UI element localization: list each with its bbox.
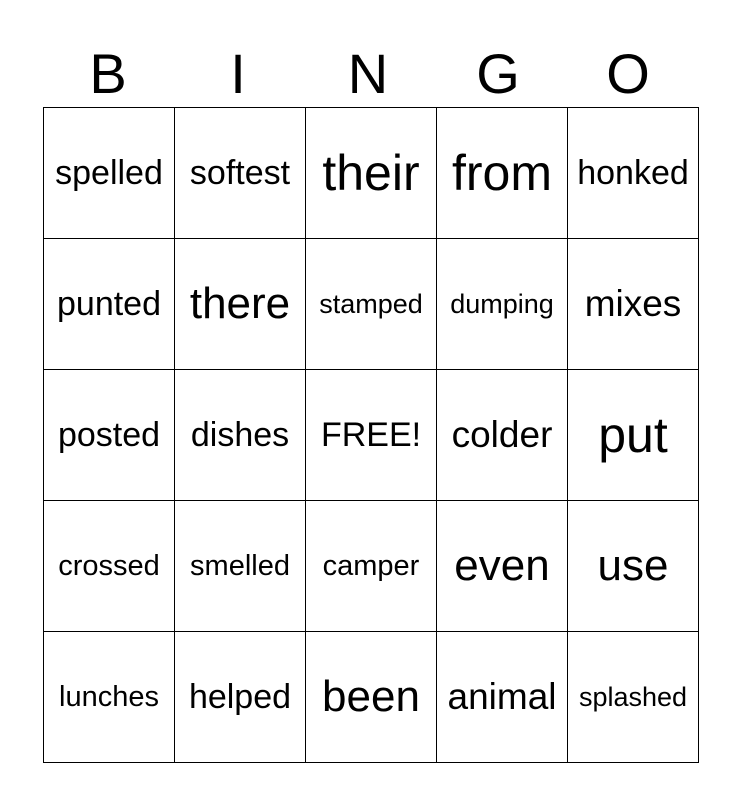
bingo-cell[interactable]: animal [437, 632, 568, 763]
header-letter-i: I [230, 42, 246, 105]
bingo-cell[interactable]: there [175, 239, 306, 370]
bingo-cell[interactable]: dishes [175, 370, 306, 501]
bingo-cell[interactable]: honked [568, 108, 699, 239]
bingo-cell[interactable]: their [306, 108, 437, 239]
header-letter-g: G [476, 42, 520, 105]
bingo-cell[interactable]: dumping [437, 239, 568, 370]
bingo-cell[interactable]: crossed [44, 501, 175, 632]
board-row [44, 108, 699, 239]
bingo-cell[interactable]: camper [306, 501, 437, 632]
board-row [44, 501, 699, 632]
bingo-cell[interactable]: helped [175, 632, 306, 763]
board-row [44, 632, 699, 763]
bingo-cell[interactable]: smelled [175, 501, 306, 632]
bingo-cell[interactable]: splashed [568, 632, 699, 763]
header-letter-n: N [347, 42, 389, 105]
free-space-cell[interactable]: FREE! [306, 370, 437, 501]
header-letter-b: B [89, 42, 127, 105]
board-row [44, 239, 699, 370]
bingo-cell[interactable]: mixes [568, 239, 699, 370]
board-row [44, 370, 699, 501]
bingo-cell[interactable]: posted [44, 370, 175, 501]
bingo-cell[interactable]: spelled [44, 108, 175, 239]
bingo-header [43, 40, 693, 108]
bingo-cell[interactable]: lunches [44, 632, 175, 763]
bingo-cell[interactable]: even [437, 501, 568, 632]
bingo-cell[interactable]: put [568, 370, 699, 501]
bingo-board [43, 107, 699, 763]
bingo-cell[interactable]: been [306, 632, 437, 763]
header-letter-o: O [606, 42, 650, 105]
bingo-cell[interactable]: stamped [306, 239, 437, 370]
bingo-cell[interactable]: punted [44, 239, 175, 370]
bingo-cell[interactable]: colder [437, 370, 568, 501]
bingo-cell[interactable]: softest [175, 108, 306, 239]
bingo-cell[interactable]: from [437, 108, 568, 239]
bingo-cell[interactable]: use [568, 501, 699, 632]
